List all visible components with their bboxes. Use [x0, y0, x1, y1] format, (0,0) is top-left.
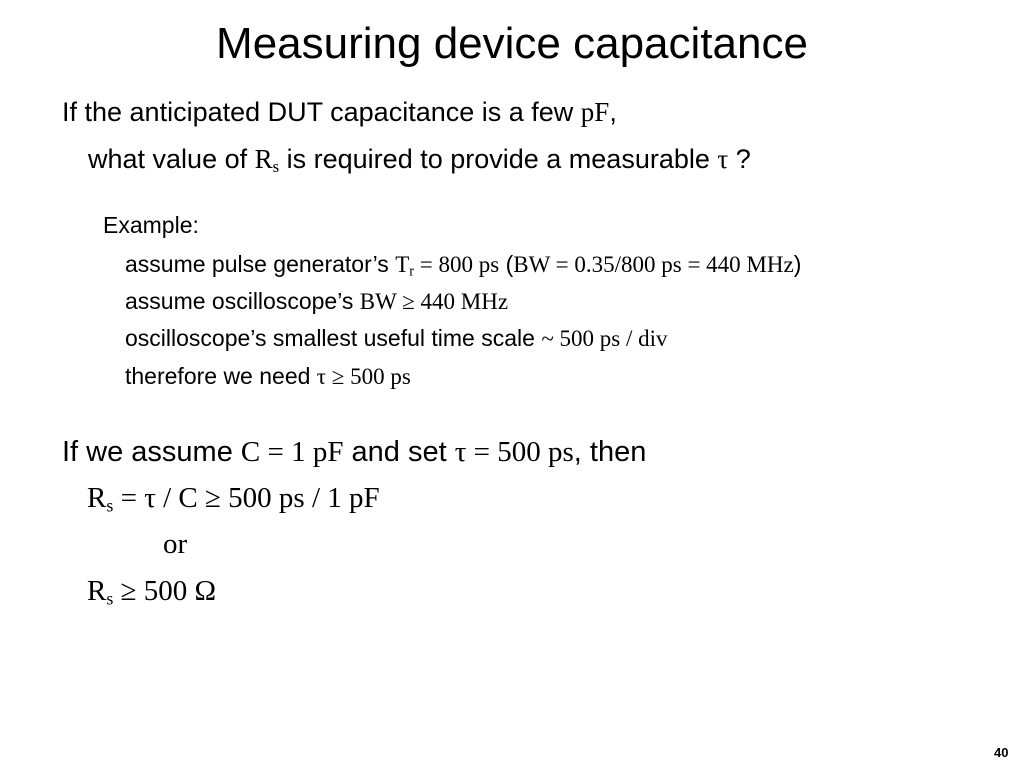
tau-value: τ = 500 ps	[454, 436, 574, 468]
paren-open: (	[499, 251, 514, 277]
slide-title: Measuring device capacitance	[216, 19, 808, 68]
resistor-subscript: s	[272, 157, 280, 177]
capacitance-value: C = 1 pF	[240, 436, 344, 468]
bandwidth-calc: BW = 0.35/800 ps = 440 MHz	[513, 252, 794, 277]
assumption-text: If we assume	[62, 436, 241, 468]
question-text-3: is required to provide a measurable	[279, 144, 718, 174]
resistor-R: R	[254, 144, 273, 174]
question-comma: ,	[609, 97, 617, 127]
result-equation-1	[87, 481, 380, 516]
result-R: R	[87, 575, 107, 607]
result-expression: ≥ 500 Ω	[113, 575, 217, 607]
time-scale: ~ 500 ps / div	[541, 326, 668, 351]
example-label: Example:	[103, 212, 199, 238]
example-text: oscilloscope’s smallest useful time scale	[125, 325, 542, 351]
assumption-text-2: and set	[343, 436, 455, 468]
scope-bandwidth: BW ≥ 440 MHz	[359, 289, 509, 314]
tau-requirement: τ ≥ 500 ps	[316, 364, 411, 389]
example-line-3	[125, 325, 668, 353]
assumption-line	[62, 435, 646, 470]
paren-close: )	[793, 251, 802, 277]
page-number: 40	[994, 745, 1009, 760]
example-text: therefore we need	[125, 363, 317, 389]
assumption-text-3: , then	[573, 436, 647, 468]
result-expression: = τ / C ≥ 500 ps / 1 pF	[113, 482, 380, 514]
question-text: If the anticipated DUT capacitance is a few	[62, 97, 581, 127]
result-equation-2	[87, 574, 216, 609]
result-R: R	[87, 482, 107, 514]
rise-time-T: T	[395, 252, 410, 277]
example-line-4	[125, 363, 411, 391]
or-text: or	[163, 528, 188, 560]
question-line-2	[88, 143, 751, 175]
rise-time-subscript: r	[409, 263, 415, 280]
example-line-2	[125, 288, 508, 316]
example-line-1	[125, 251, 801, 279]
result-subscript: s	[106, 495, 114, 516]
rise-time-value: = 800 ps	[414, 252, 500, 277]
resistor-symbol	[254, 144, 280, 177]
result-subscript: s	[106, 588, 114, 609]
question-unit: pF	[580, 97, 610, 127]
question-text-2: what value of	[88, 144, 255, 174]
rise-time-symbol	[395, 252, 500, 280]
example-text: assume oscilloscope’s	[125, 288, 360, 314]
tau-symbol: τ	[717, 144, 729, 174]
question-line-1	[62, 96, 617, 128]
example-text: assume pulse generator’s	[125, 251, 396, 277]
question-mark: ?	[728, 144, 751, 174]
